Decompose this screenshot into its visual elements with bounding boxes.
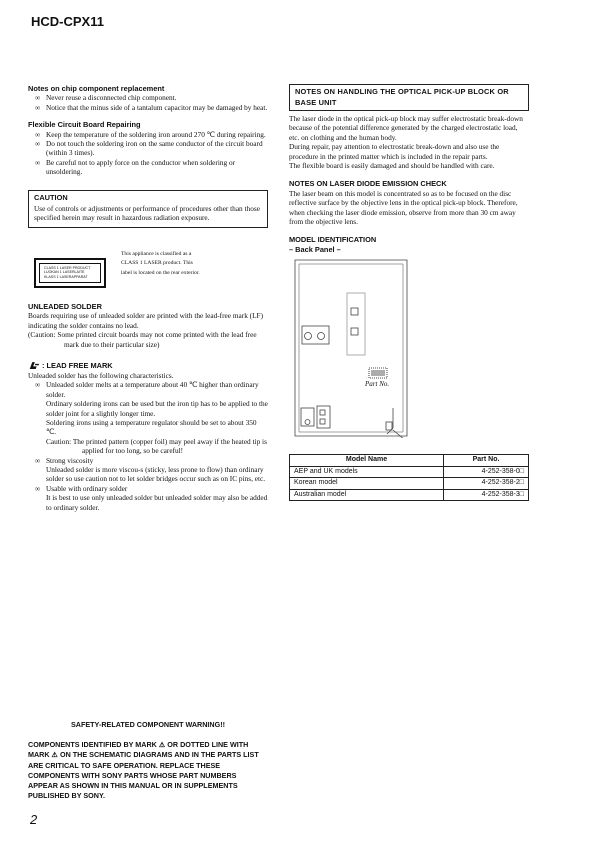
bullet-mark: ∞ xyxy=(35,455,41,465)
laser-class-label xyxy=(34,258,106,288)
optical-para: During repair, pay attention to electrostatic break-down and also use the procedure in the printed matter which is included in the repair parts. xyxy=(289,142,500,161)
lf-para: Unleaded solder is more viscou-s (sticky, less prone to flow) than ordinary solder so use caution not to let solder bridges occur such as on IC pins, etc. xyxy=(46,464,266,484)
flex-item: ∞ Do not touch the soldering iron on the same conductor of the circuit board (within 3 times). xyxy=(35,139,263,158)
chip-item: ∞ Never reuse a disconnected chip component. xyxy=(35,93,177,103)
lf-title: : LEAD FREE MARK xyxy=(42,361,113,371)
caution-box xyxy=(28,190,268,228)
emission-title: NOTES ON LASER DIODE EMISSION CHECK xyxy=(289,179,447,189)
model-parts-table xyxy=(289,454,529,501)
table-cell: 4-252-358-0□ xyxy=(444,466,529,478)
back-panel-figure xyxy=(289,258,529,438)
table-cell: 4-252-358-2□ xyxy=(444,478,529,490)
lf-item: ∞ Strong viscosity xyxy=(35,455,94,465)
label-line: LUOKAN 1 LASERLAITE xyxy=(44,270,85,275)
safety-title: SAFETY-RELATED COMPONENT WARNING!! xyxy=(71,720,225,729)
lf-para: Ordinary soldering irons can be used but the iron tip has to be applied to the solder joint for a slightly longer time. xyxy=(46,399,268,418)
safety-text: COMPONENTS IDENTIFIED BY MARK ⚠ OR DOTTED LINE WITH MARK ⚠ ON THE SCHEMATIC DIAGRAMS AND IN THE PARTS LIST ARE CRITICAL TO SAFE OPERATION. REPLACE THESE COMPONENTS WITH SONY PARTS WHOSE PART NUMBERS APPEAR AS SHOWN IN THIS MANUAL OR IN SUPPLEMENTS PUBLISHED BY SONY. xyxy=(28,740,259,801)
right-column xyxy=(289,84,529,501)
column-header: Part No. xyxy=(444,455,529,467)
table-cell: AEP and UK models xyxy=(290,466,444,478)
label-line: KLASS 1 LASERAPPARAT xyxy=(44,275,88,280)
optical-title-box xyxy=(289,84,529,111)
unleaded-title: UNLEADED SOLDER xyxy=(28,301,102,311)
bullet-mark: ∞ xyxy=(35,139,41,149)
laser-section xyxy=(28,250,268,288)
bullet-mark: ∞ xyxy=(35,157,41,167)
table-cell: Australian model xyxy=(290,489,444,501)
model-id-subtitle: – Back Panel – xyxy=(289,244,341,254)
lf-heading xyxy=(28,361,268,371)
laser-description: This appliance is classified as a CLASS 1 LASER product. This label is located on the rear exterior. xyxy=(121,250,200,276)
optical-para: The laser diode in the optical pick-up block may suffer electrostatic break-down because of the potential difference generated by the charged electrostatic load, etc. on clothing and the human body. xyxy=(289,114,523,142)
bullet-mark: ∞ xyxy=(35,102,41,112)
chip-item: ∞ Notice that the minus side of a tantalum capacitor may be damaged by heat. xyxy=(35,102,268,112)
lf-item: ∞ Unleaded solder melts at a temperature about 40 ℃ higher than ordinary solder. xyxy=(35,380,259,399)
column-header: Model Name xyxy=(290,455,444,467)
model-id-title: MODEL IDENTIFICATION xyxy=(289,235,377,245)
left-column xyxy=(28,84,268,512)
label-line: CLASS 1 LASER PRODUCT xyxy=(44,265,91,270)
table-cell: 4-252-358-3□ xyxy=(444,489,529,501)
chip-title: Notes on chip component replacement xyxy=(28,84,165,93)
lf-item: ∞ Usable with ordinary solder xyxy=(35,483,128,493)
page-number: 2 xyxy=(30,812,38,827)
bullet-mark: ∞ xyxy=(35,483,41,493)
table-row xyxy=(290,466,529,478)
lead-free-icon xyxy=(28,361,40,371)
back-panel-drawing xyxy=(289,258,529,438)
safety-warning xyxy=(28,720,268,801)
table-cell: Korean model xyxy=(290,478,444,490)
bullet-mark: ∞ xyxy=(35,380,41,390)
flex-item: ∞ Be careful not to apply force on the conductor when soldering or unsoldering. xyxy=(35,157,236,177)
emission-text: The laser beam on this model is concentrated so as to be focused on the disc reflective surface by the objective lens in the optical pick-up block. Therefore, when checking the laser diode emission, observe from more than 30 cm away from the objective lens. xyxy=(289,188,518,227)
unleaded-caution: (Caution: Some printed circuit boards may not come printed with the lead free mark due to their particular size) xyxy=(28,330,257,349)
part-no-callout: Part No. xyxy=(365,380,390,389)
flex-title: Flexible Circuit Board Repairing xyxy=(28,120,141,130)
caution-text: Use of controls or adjustments or performance of procedures other than those specified herein may result in hazardous radiation exposure. xyxy=(34,204,260,223)
unleaded-text: Boards requiring use of unleaded solder are printed with the lead-free mark (LF) indicating the solder contains no lead. xyxy=(28,311,264,330)
bullet-mark: ∞ xyxy=(35,129,41,139)
optical-para: The flexible board is easily damaged and should be handled with care. xyxy=(289,161,495,171)
lf-caution: Caution: The printed pattern (copper foil) may peel away if the heated tip is applied for too long, so be careful! xyxy=(46,436,267,456)
table-row xyxy=(290,478,529,490)
table-header-row xyxy=(290,455,529,467)
table-row xyxy=(290,489,529,501)
lf-para: Soldering irons using a temperature regulator should be set to about 350 ℃. xyxy=(46,417,257,437)
lf-para: It is best to use only unleaded solder but unleaded solder may also be added to ordinary solder. xyxy=(46,493,268,512)
caution-title: CAUTION xyxy=(34,192,68,202)
lf-intro: Unleaded solder has the following characteristics. xyxy=(28,370,174,380)
bullet-mark: ∞ xyxy=(35,93,41,103)
optical-title: NOTES ON HANDLING THE OPTICAL PICK-UP BLOCK OR BASE UNIT xyxy=(295,87,509,107)
flex-item: ∞ Keep the temperature of the soldering iron around 270 ℃ during repairing. xyxy=(35,129,266,139)
model-header: HCD-CPX11 xyxy=(31,14,104,29)
